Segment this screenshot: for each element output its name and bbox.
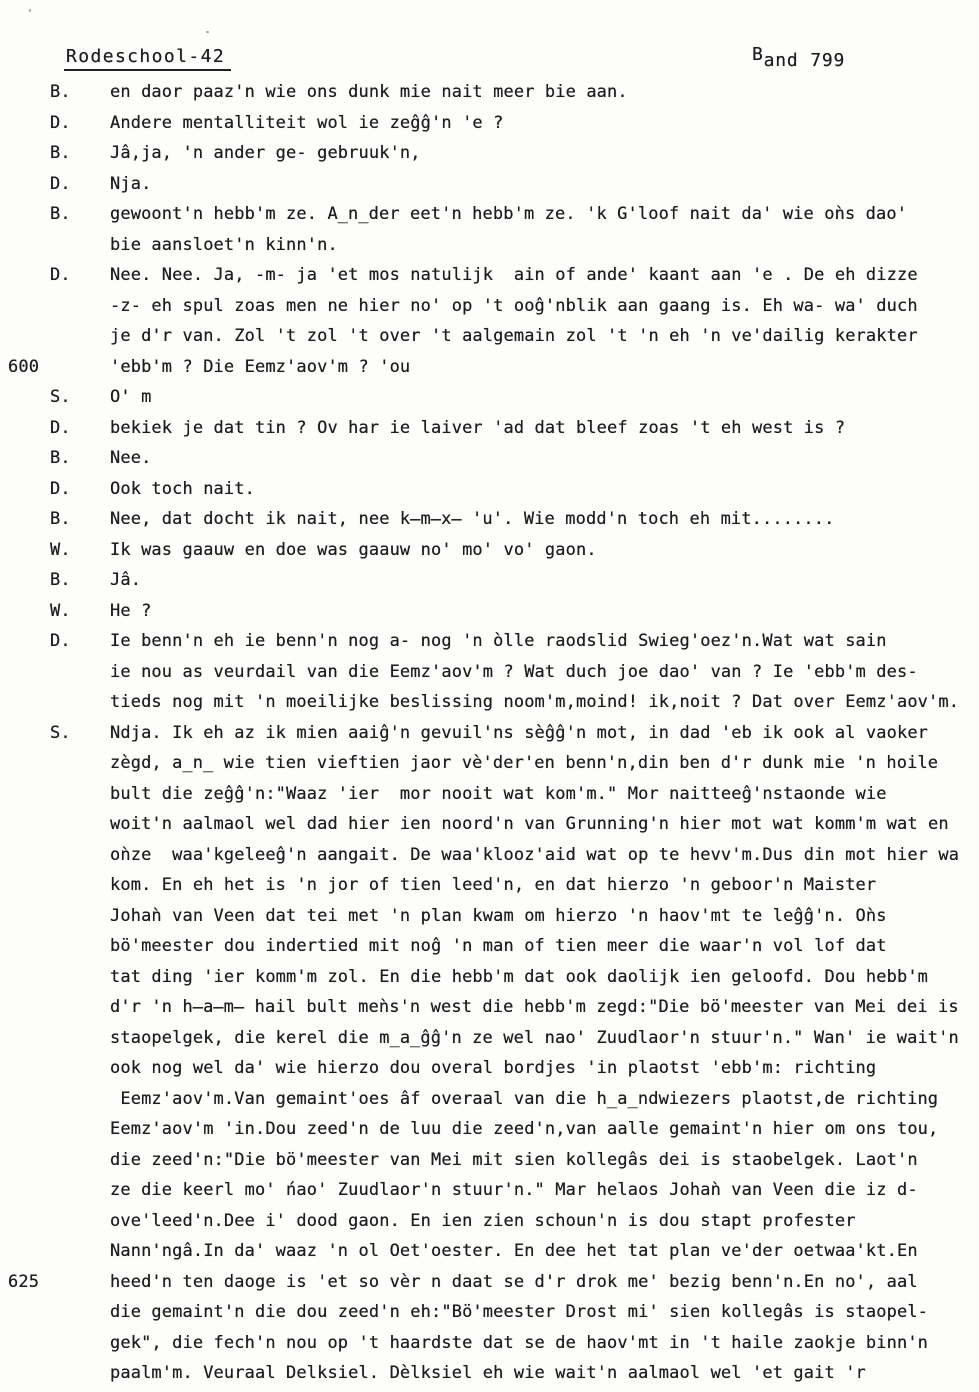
transcript-line [0,448,979,479]
transcript-line [0,906,979,937]
speaker-label: S. [50,722,71,743]
transcript-line [0,753,979,784]
line-text: Ook toch nait. [110,478,255,499]
line-text: die zeed'n:"Die bö'meester van Mei mit sien kollegâs dei is staobelgek. Laot'n [110,1149,918,1170]
speaker-label: S. [50,387,71,407]
transcript-line [0,1089,979,1120]
band-label-prefix: B [752,44,764,65]
transcript-line [0,1241,979,1272]
line-text: Ik was gaauw en doe was gaauw no' mo' vo' gaon. [110,539,597,560]
transcript-line [0,265,979,296]
margin-number: 600 [8,356,40,377]
transcript-line [0,174,979,205]
transcript-line [0,1333,979,1364]
speaker-label: D. [50,265,71,285]
speaker-label: B. [50,143,71,163]
transcript-line [0,113,979,144]
transcript-line [0,143,979,174]
line-text: ove'leed'n.Dee i' dood gaon. En ien zien schoun'n is dou stapt profester [110,1210,856,1231]
line-text: ook nog wel da' wie hierzo dou overal bordjes 'in plaotst 'ebb'm: richting [110,1058,877,1078]
speaker-label: B. [50,82,71,102]
line-text: Nja. [110,173,152,194]
line-text: bö'meester dou indertied mit noĝ 'n man of tien meer die waar'n vol lof dat [110,936,887,956]
transcript-line [0,82,979,113]
line-text: O' m [110,387,152,407]
speaker-label: D. [50,112,71,133]
transcript-line [0,418,979,449]
line-text: 'ebb'm ? Die Eemz'aov'm ? 'ou [110,356,411,377]
transcript-line [0,570,979,601]
transcript-line [0,1028,979,1059]
speaker-label: D. [50,478,71,499]
transcript-line [0,784,979,815]
line-text: Nee. [110,448,152,468]
speaker-label: B. [50,570,71,590]
line-text: d'r 'n h̶a̶m̶ hail bult meǹs'n west die hebb'm zegd:"Die bö'meester van Mei dei is [110,997,959,1017]
line-text: zègd, a̲n̲ wie tien vieftien jaor vè'der'en benn'n,din ben d'r dunk mie 'n hoile [110,753,939,773]
speaker-label: W. [50,539,71,560]
transcript [0,82,979,1392]
transcript-line [0,235,979,266]
line-text: He ? [110,600,152,621]
line-text: Ndja. Ik eh az ik mien aaiĝ'n gevuil'ns sèĝĝ'n mot, in dad 'eb ik ook al vaoker [110,722,929,743]
transcript-line [0,1302,979,1333]
speaker-label: B. [50,448,71,468]
line-text: heed'n ten daoge is 'et so vèr n daat se d'r drok me' bezig benn'n.En no', aal [110,1271,918,1292]
line-text: gewoont'n hebb'm ze. A̲n̲der eet'n hebb'm ze. 'k G'loof nait da' wie oǹs dao' [110,204,908,224]
line-text: kom. En eh het is 'n jor of tien leed'n, en dat hierzo 'n geboor'n Maister [110,875,877,895]
line-text: Ie benn'n eh ie benn'n nog a- nog 'n òlle raodslid Swieg'oez'n.Wat wat sain [110,631,887,651]
line-text: bie aansloet'n kinn'n. [110,234,338,255]
line-text: Nann'ngâ.In da' waaz 'n ol Oet'oester. En dee het tat plan ve'der oetwaa'kt.En [110,1241,918,1261]
line-text: bult die zeĝĝ'n:"Waaz 'ier mor nooit wat kom'm." Mor naitteeĝ'nstaonde wie [110,783,887,804]
line-text: Andere mentalliteit wol ie zeĝĝ'n 'e ? [110,112,504,133]
transcript-line [0,845,979,876]
speaker-label: D. [50,173,71,194]
line-text: je d'r van. Zol 't zol 't over 't aalgemain zol 't 'n eh 'n ve'dailig kerakter [110,326,918,346]
line-text: bekiek je dat tin ? Ov har ie laiver 'ad dat bleef zoas 't eh west is ? [110,417,846,438]
line-text: staopelgek, die kerel die m̲a̲ĝĝ'n ze wel nao' Zuudlaor'n stuur'n." Wan' ie wait'n [110,1027,959,1048]
transcript-line [0,631,979,662]
transcript-line [0,204,979,235]
transcript-line [0,1150,979,1181]
scan-speck [206,31,209,33]
line-text: ie nou as veurdail van die Eemz'aov'm ? Wat duch joe dao' van ? Ie 'ebb'm des- [110,661,918,682]
line-text: Jâ. [110,570,142,590]
line-text: ze die keerl mo' ńao' Zuudlaor'n stuur'n." Mar helaos Johaǹ van Veen die iz d- [110,1180,918,1200]
transcript-line [0,814,979,845]
page-title: Rodeschool-42 [64,46,231,71]
line-text: gek", die fech'n nou op 't haardste dat se de haov'mt in 't haile zaokje binn'n [110,1332,929,1353]
line-text: woit'n aalmaol wel dad hier ien noord'n van Grunning'n hier mot wat komm'm wat en [110,814,949,834]
transcript-line [0,662,979,693]
transcript-line [0,387,979,418]
transcript-line [0,540,979,571]
transcript-line [0,1119,979,1150]
band-label [752,44,846,71]
transcript-line [0,296,979,327]
transcript-line [0,357,979,388]
speaker-label: D. [50,631,71,651]
transcript-line [0,479,979,510]
line-text: -z- eh spul zoas men ne hier no' op 't ooĝ'nblik aan gaang is. Eh wa- wa' duch [110,295,918,316]
margin-number: 625 [8,1271,40,1292]
line-text: en daor paaz'n wie ons dunk mie nait meer bie aan. [110,82,628,102]
transcript-line [0,875,979,906]
transcript-line [0,1272,979,1303]
transcript-line [0,997,979,1028]
transcript-line [0,967,979,998]
transcript-line [0,1058,979,1089]
line-text: tieds nog mit 'n moeilijke beslissing noom'm,moind! ik,noit ? Dat over Eemz'aov'm. [110,692,960,712]
band-label-rest: and 799 [763,50,846,71]
line-text: Eemz'aov'm.Van gemaint'oes âf overaal van die h̲a̲ndwiezers plaotst,de richting [110,1088,939,1109]
line-text: Johaǹ van Veen dat tei met 'n plan kwam om hierzo 'n haov'mt te leĝĝ'n. Oǹs [110,905,887,926]
transcript-line [0,936,979,967]
transcript-line [0,509,979,540]
line-text: paalm'm. Veuraal Delksiel. Dèlksiel eh wie wait'n aalmaol wel 'et gait 'r [110,1363,866,1383]
transcript-line [0,723,979,754]
line-text: Nee. Nee. Ja, -m- ja 'et mos natulijk ain of ande' kaant aan 'e . De eh dizze [110,265,918,285]
transcript-line [0,1363,979,1392]
scan-speck [29,9,31,12]
speaker-label: D. [50,417,71,438]
transcript-line [0,601,979,632]
line-text: die gemaint'n die dou zeed'n eh:"Bö'meester Drost mi' sien kollegâs is staopel- [110,1302,929,1322]
transcript-line [0,1211,979,1242]
line-text: tat ding 'ier komm'm zol. En die hebb'm dat ook daolijk ien geloofd. Dou hebb'm [110,966,929,987]
transcript-line [0,1180,979,1211]
line-text: oǹze waa'kgeleeĝ'n aangait. De waa'klooz'aid wat op te hevv'm.Dus din mot hier wa [110,844,960,865]
transcript-line [0,326,979,357]
speaker-label: W. [50,600,71,621]
transcript-line [0,692,979,723]
speaker-label: B. [50,509,71,529]
line-text: Jâ,ja, 'n ander ge- gebruuk'n, [110,143,421,163]
speaker-label: B. [50,204,71,224]
line-text: Nee, dat docht ik nait, nee k̶m̶x̶ 'u'. Wie modd'n toch eh mit........ [110,509,835,529]
line-text: Eemz'aov'm 'in.Dou zeed'n de luu die zeed'n,van aalle gemaint'n hier om ons tou, [110,1119,939,1139]
